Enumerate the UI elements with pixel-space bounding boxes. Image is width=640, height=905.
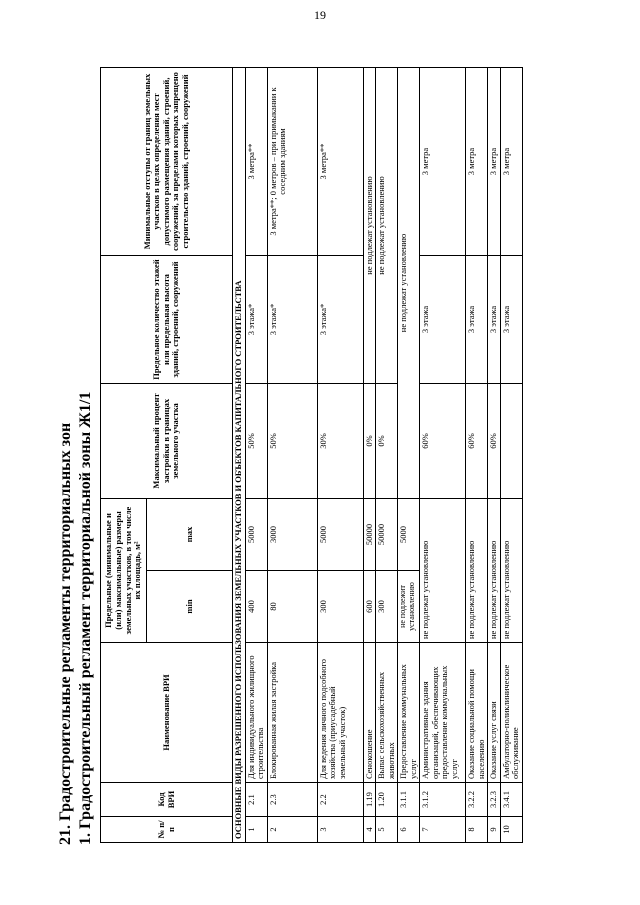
row-offset: 3 метра**; 0 метров – при примыкании к соседним зданиям: [267, 68, 317, 256]
row-name: Выпас сельскохозяйственных животных: [376, 643, 398, 783]
row-code: 2.2: [317, 783, 363, 817]
row-num: 2: [267, 817, 317, 843]
table-row: [363, 68, 376, 843]
row-min: не подлежат установлению: [420, 499, 466, 643]
row-offset: 3 метра**: [245, 68, 267, 256]
row-percent: 60%: [420, 384, 466, 499]
header-size-group: Предельные (минимальные и (или) максимальные) размеры земельных участков, в том числе их площадь, м²: [101, 499, 147, 643]
row-code: 3.1.2: [420, 783, 466, 817]
page-number: 19: [314, 8, 326, 22]
row-name: Амбулаторно-поликлиническое обслуживание: [500, 643, 522, 783]
table-row: [500, 68, 522, 843]
row-name: Административные здания организаций, обеспечивающих предоставление коммунальных услуг: [420, 643, 466, 783]
row-min: 300: [376, 571, 398, 643]
header-max: max: [147, 499, 233, 571]
header-floors: Предельное количество этажей или предельная высота зданий, строений, сооружений: [101, 256, 233, 384]
row-num: 4: [363, 817, 376, 843]
row-num: 6: [398, 817, 420, 843]
row-code: 3.4.1: [500, 783, 522, 817]
zone-subtitle: 1. Градостроительный регламент территориальной зоны Ж1/1: [77, 391, 94, 845]
row-percent: 50%: [245, 384, 267, 499]
row-min: 600: [363, 571, 376, 643]
row-min: не подлежат установлению: [488, 499, 501, 643]
row-min: 300: [317, 571, 363, 643]
section-title: ОСНОВНЫЕ ВИДЫ РАЗРЕШЕННОГО ИСПОЛЬЗОВАНИЯ ЗЕМЕЛЬНЫХ УЧАСТКОВ И ОБЪЕКТОВ КАПИТАЛЬНОГО СТРОИТЕЛЬСТВА: [233, 68, 246, 843]
row-code: 1.19: [363, 783, 376, 817]
chapter-heading: 21. Градостроительные регламенты территориальных зон: [57, 422, 74, 845]
row-percent: 30%: [317, 384, 363, 499]
row-min: не подлежит установлению: [398, 571, 420, 643]
header-min: min: [147, 571, 233, 643]
row-percent: 60%: [488, 384, 501, 499]
row-name: Предоставление коммунальных услуг: [398, 643, 420, 783]
row-percent: 50%: [267, 384, 317, 499]
row-max: 3000: [267, 499, 317, 571]
row-name: Сенокошение: [363, 643, 376, 783]
table-row: [317, 68, 363, 843]
table-row: [488, 68, 501, 843]
table-row: [466, 68, 488, 843]
row-max: 50000: [376, 499, 398, 571]
row-floors: не подлежат установлению: [363, 68, 376, 384]
header-name: Наименование ВРИ: [101, 643, 233, 783]
row-floors: 3 этажа*: [317, 256, 363, 384]
row-floors: 3 этажа: [488, 256, 501, 384]
row-max: 5000: [398, 499, 420, 571]
row-code: 2.1: [245, 783, 267, 817]
regulation-table: [100, 67, 523, 843]
row-percent: 0%: [363, 384, 376, 499]
row-floors: 3 этажа: [420, 256, 466, 384]
row-floors: не подлежат установлению: [376, 68, 398, 384]
row-name: Для ведения личного подсобного хозяйства (приусадебный земельный участок): [317, 643, 363, 783]
row-code: 1.20: [376, 783, 398, 817]
row-name: Оказание социальной помощи населению: [466, 643, 488, 783]
row-max: 5000: [317, 499, 363, 571]
row-max: 50000: [363, 499, 376, 571]
row-floors: не подлежат установлению: [398, 68, 420, 499]
row-code: 3.2.3: [488, 783, 501, 817]
row-offset: 3 метра**: [317, 68, 363, 256]
row-num: 9: [488, 817, 501, 843]
row-floors: 3 этажа*: [267, 256, 317, 384]
row-name: Оказание услуг связи: [488, 643, 501, 783]
row-percent: 60%: [466, 384, 488, 499]
row-num: 8: [466, 817, 488, 843]
row-min: 400: [245, 571, 267, 643]
row-num: 10: [500, 817, 522, 843]
header-percent: Максимальный процент застройки в границах земельного участка: [101, 384, 233, 499]
row-offset: 3 метра: [500, 68, 522, 256]
row-name: Для индивидуального жилищного строительства: [245, 643, 267, 783]
table-row: [245, 68, 267, 843]
row-floors: 3 этажа: [500, 256, 522, 384]
row-max: 5000: [245, 499, 267, 571]
row-name: Блокированная жилая застройка: [267, 643, 317, 783]
table-row: [420, 68, 466, 843]
row-min: не подлежат установлению: [466, 499, 488, 643]
row-offset: 3 метра: [488, 68, 501, 256]
row-code: 3.2.2: [466, 783, 488, 817]
row-offset: 3 метра: [466, 68, 488, 256]
row-num: 1: [245, 817, 267, 843]
table-row: [398, 68, 420, 843]
row-offset: 3 метра: [420, 68, 466, 256]
table-row: [267, 68, 317, 843]
row-floors: 3 этажа: [466, 256, 488, 384]
row-num: 7: [420, 817, 466, 843]
row-percent: [500, 384, 522, 499]
row-code: 3.1.1: [398, 783, 420, 817]
header-offset: Минимальные отступы от границ земельных участков в целях определения мест допустимого размещения зданий, строений, сооружений, за пределами которых запрещено строительство зданий, строений, сооружений: [101, 68, 233, 256]
table-row: [376, 68, 398, 843]
row-num: 3: [317, 817, 363, 843]
header-code: Код ВРИ: [101, 783, 233, 817]
row-num: 5: [376, 817, 398, 843]
row-min: 80: [267, 571, 317, 643]
row-min: не подлежат установлению: [500, 499, 522, 643]
header-num: № п/п: [101, 817, 233, 843]
row-code: 2.3: [267, 783, 317, 817]
row-percent: 0%: [376, 384, 398, 499]
row-floors: 3 этажа*: [245, 256, 267, 384]
